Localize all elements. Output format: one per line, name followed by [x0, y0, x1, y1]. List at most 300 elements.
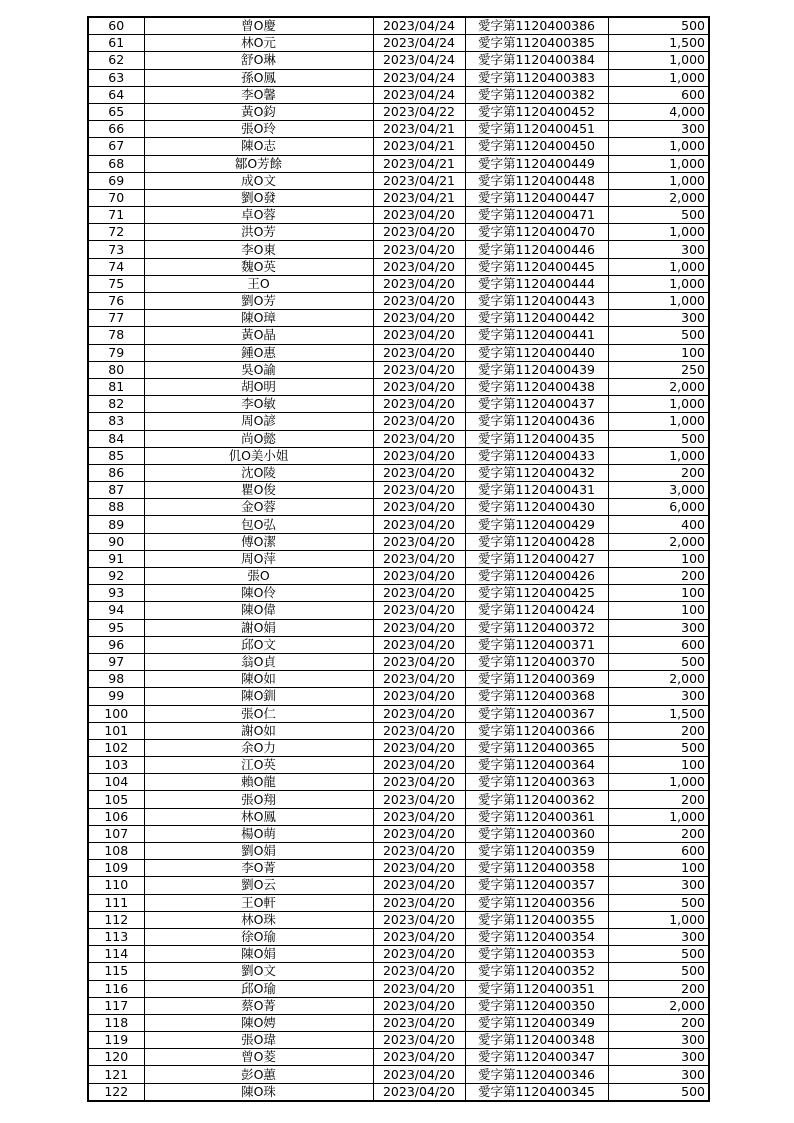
- donation-date: 2023/04/20: [373, 843, 465, 860]
- row-number: 91: [88, 550, 144, 567]
- table-row: [88, 894, 709, 911]
- table-row: [88, 155, 709, 172]
- row-number: 73: [88, 241, 144, 258]
- donation-amount: 200: [608, 1014, 709, 1031]
- table-row: [88, 739, 709, 756]
- row-number: 106: [88, 808, 144, 825]
- donor-name: 洪O芳: [144, 224, 373, 241]
- donation-date: 2023/04/20: [373, 585, 465, 602]
- row-number: 85: [88, 447, 144, 464]
- receipt-number: 愛字第1120400352: [465, 963, 608, 980]
- row-number: 117: [88, 997, 144, 1014]
- table-row: [88, 516, 709, 533]
- receipt-number: 愛字第1120400365: [465, 739, 608, 756]
- table-row: [88, 378, 709, 395]
- donation-date: 2023/04/20: [373, 550, 465, 567]
- table-row: [88, 52, 709, 69]
- row-number: 92: [88, 568, 144, 585]
- receipt-number: 愛字第1120400445: [465, 258, 608, 275]
- row-number: 89: [88, 516, 144, 533]
- donation-amount: 2,000: [608, 671, 709, 688]
- donation-date: 2023/04/20: [373, 688, 465, 705]
- donation-date: 2023/04/20: [373, 757, 465, 774]
- receipt-number: 愛字第1120400345: [465, 1083, 608, 1101]
- donation-date: 2023/04/20: [373, 1049, 465, 1066]
- table-row: [88, 791, 709, 808]
- donation-date: 2023/04/21: [373, 121, 465, 138]
- receipt-number: 愛字第1120400362: [465, 791, 608, 808]
- donation-date: 2023/04/20: [373, 207, 465, 224]
- donation-amount: 500: [608, 17, 709, 35]
- donor-name: 陳O如: [144, 671, 373, 688]
- donation-date: 2023/04/20: [373, 396, 465, 413]
- row-number: 120: [88, 1049, 144, 1066]
- donor-name: 王O軒: [144, 894, 373, 911]
- row-number: 79: [88, 344, 144, 361]
- donor-name: 翁O貞: [144, 653, 373, 670]
- donation-amount: 100: [608, 585, 709, 602]
- row-number: 68: [88, 155, 144, 172]
- table-row: [88, 396, 709, 413]
- receipt-number: 愛字第1120400436: [465, 413, 608, 430]
- donation-date: 2023/04/20: [373, 413, 465, 430]
- table-row: [88, 86, 709, 103]
- donation-date: 2023/04/20: [373, 430, 465, 447]
- donor-name: 蔡O菁: [144, 997, 373, 1014]
- receipt-number: 愛字第1120400440: [465, 344, 608, 361]
- donation-date: 2023/04/20: [373, 361, 465, 378]
- donor-name: 余O力: [144, 739, 373, 756]
- table-row: [88, 361, 709, 378]
- table-row: [88, 1032, 709, 1049]
- donation-amount: 600: [608, 636, 709, 653]
- receipt-number: 愛字第1120400451: [465, 121, 608, 138]
- table-row: [88, 946, 709, 963]
- donor-name: 陳O偉: [144, 602, 373, 619]
- row-number: 67: [88, 138, 144, 155]
- receipt-number: 愛字第1120400432: [465, 464, 608, 481]
- donation-amount: 100: [608, 602, 709, 619]
- receipt-number: 愛字第1120400427: [465, 550, 608, 567]
- donation-date: 2023/04/20: [373, 344, 465, 361]
- donation-date: 2023/04/20: [373, 224, 465, 241]
- donation-amount: 300: [608, 241, 709, 258]
- donation-amount: 300: [608, 619, 709, 636]
- row-number: 119: [88, 1032, 144, 1049]
- donation-date: 2023/04/20: [373, 241, 465, 258]
- table-row: [88, 482, 709, 499]
- row-number: 108: [88, 843, 144, 860]
- donor-name: 吳O諭: [144, 361, 373, 378]
- donation-amount: 300: [608, 688, 709, 705]
- donation-amount: 2,000: [608, 378, 709, 395]
- donation-date: 2023/04/20: [373, 464, 465, 481]
- donor-name: 彭O蕙: [144, 1066, 373, 1083]
- receipt-number: 愛字第1120400347: [465, 1049, 608, 1066]
- receipt-number: 愛字第1120400349: [465, 1014, 608, 1031]
- donor-name: 金O蓉: [144, 499, 373, 516]
- table-row: [88, 224, 709, 241]
- donation-amount: 500: [608, 1083, 709, 1101]
- table-row: [88, 430, 709, 447]
- row-number: 62: [88, 52, 144, 69]
- table-row: [88, 568, 709, 585]
- receipt-number: 愛字第1120400368: [465, 688, 608, 705]
- receipt-number: 愛字第1120400369: [465, 671, 608, 688]
- row-number: 80: [88, 361, 144, 378]
- row-number: 103: [88, 757, 144, 774]
- table-row: [88, 911, 709, 928]
- donation-amount: 100: [608, 344, 709, 361]
- table-row: [88, 980, 709, 997]
- row-number: 77: [88, 310, 144, 327]
- donation-date: 2023/04/20: [373, 1014, 465, 1031]
- donor-name: 劉O云: [144, 877, 373, 894]
- donor-name: 沈O陵: [144, 464, 373, 481]
- row-number: 82: [88, 396, 144, 413]
- table-row: [88, 207, 709, 224]
- donation-amount: 3,000: [608, 482, 709, 499]
- donor-name: 楊O萌: [144, 825, 373, 842]
- donation-date: 2023/04/20: [373, 774, 465, 791]
- receipt-number: 愛字第1120400370: [465, 653, 608, 670]
- receipt-number: 愛字第1120400346: [465, 1066, 608, 1083]
- donor-name: 邱O瑜: [144, 980, 373, 997]
- row-number: 95: [88, 619, 144, 636]
- table-row: [88, 550, 709, 567]
- donation-date: 2023/04/24: [373, 69, 465, 86]
- receipt-number: 愛字第1120400354: [465, 928, 608, 945]
- donation-amount: 300: [608, 877, 709, 894]
- row-number: 69: [88, 172, 144, 189]
- row-number: 99: [88, 688, 144, 705]
- table-row: [88, 636, 709, 653]
- table-row: [88, 447, 709, 464]
- donation-amount: 500: [608, 653, 709, 670]
- donation-date: 2023/04/20: [373, 516, 465, 533]
- table-row: [88, 138, 709, 155]
- donor-name: 孫O鳳: [144, 69, 373, 86]
- row-number: 104: [88, 774, 144, 791]
- receipt-number: 愛字第1120400433: [465, 447, 608, 464]
- receipt-number: 愛字第1120400361: [465, 808, 608, 825]
- donor-name: 林O珠: [144, 911, 373, 928]
- receipt-number: 愛字第1120400441: [465, 327, 608, 344]
- row-number: 87: [88, 482, 144, 499]
- donation-amount: 500: [608, 327, 709, 344]
- receipt-number: 愛字第1120400357: [465, 877, 608, 894]
- row-number: 121: [88, 1066, 144, 1083]
- table-row: [88, 1066, 709, 1083]
- donation-amount: 6,000: [608, 499, 709, 516]
- donor-name: 陳O伶: [144, 585, 373, 602]
- donation-amount: 1,000: [608, 258, 709, 275]
- donation-date: 2023/04/20: [373, 447, 465, 464]
- row-number: 60: [88, 17, 144, 35]
- table-row: [88, 293, 709, 310]
- donation-date: 2023/04/20: [373, 293, 465, 310]
- table-row: [88, 653, 709, 670]
- donation-date: 2023/04/24: [373, 52, 465, 69]
- receipt-number: 愛字第1120400431: [465, 482, 608, 499]
- table-row: [88, 533, 709, 550]
- receipt-number: 愛字第1120400359: [465, 843, 608, 860]
- donation-amount: 100: [608, 757, 709, 774]
- donation-amount: 4,000: [608, 103, 709, 120]
- table-row: [88, 774, 709, 791]
- table-row: [88, 963, 709, 980]
- table-row: [88, 671, 709, 688]
- donation-date: 2023/04/20: [373, 1066, 465, 1083]
- donation-amount: 1,500: [608, 705, 709, 722]
- donor-name: 陳O珠: [144, 1083, 373, 1101]
- donor-name: 李O東: [144, 241, 373, 258]
- receipt-number: 愛字第1120400448: [465, 172, 608, 189]
- donation-amount: 300: [608, 928, 709, 945]
- receipt-number: 愛字第1120400386: [465, 17, 608, 35]
- row-number: 100: [88, 705, 144, 722]
- donation-date: 2023/04/20: [373, 1083, 465, 1101]
- receipt-number: 愛字第1120400444: [465, 275, 608, 292]
- donor-name: 鄒O芳餘: [144, 155, 373, 172]
- receipt-number: 愛字第1120400443: [465, 293, 608, 310]
- donor-name: 胡O明: [144, 378, 373, 395]
- donor-name: 黃O晶: [144, 327, 373, 344]
- row-number: 110: [88, 877, 144, 894]
- donation-amount: 1,000: [608, 774, 709, 791]
- table-row: [88, 464, 709, 481]
- donation-date: 2023/04/20: [373, 568, 465, 585]
- row-number: 107: [88, 825, 144, 842]
- donation-amount: 1,000: [608, 808, 709, 825]
- receipt-number: 愛字第1120400384: [465, 52, 608, 69]
- donation-amount: 1,000: [608, 293, 709, 310]
- table-row: [88, 413, 709, 430]
- row-number: 65: [88, 103, 144, 120]
- donor-name: 李O敏: [144, 396, 373, 413]
- donor-name: 周O萍: [144, 550, 373, 567]
- donation-date: 2023/04/20: [373, 928, 465, 945]
- donation-date: 2023/04/20: [373, 877, 465, 894]
- donation-amount: 250: [608, 361, 709, 378]
- donation-amount: 1,000: [608, 138, 709, 155]
- table-row: [88, 17, 709, 35]
- receipt-number: 愛字第1120400439: [465, 361, 608, 378]
- receipt-number: 愛字第1120400471: [465, 207, 608, 224]
- donation-amount: 600: [608, 86, 709, 103]
- row-number: 76: [88, 293, 144, 310]
- donation-amount: 600: [608, 843, 709, 860]
- donation-date: 2023/04/20: [373, 791, 465, 808]
- donor-name: 舒O琳: [144, 52, 373, 69]
- table-row: [88, 1049, 709, 1066]
- donor-name: 劉O發: [144, 189, 373, 206]
- donation-date: 2023/04/20: [373, 705, 465, 722]
- table-row: [88, 189, 709, 206]
- table-row: [88, 928, 709, 945]
- table-row: [88, 1083, 709, 1101]
- receipt-number: 愛字第1120400355: [465, 911, 608, 928]
- receipt-number: 愛字第1120400426: [465, 568, 608, 585]
- row-number: 116: [88, 980, 144, 997]
- table-row: [88, 808, 709, 825]
- donation-date: 2023/04/20: [373, 980, 465, 997]
- donation-amount: 500: [608, 946, 709, 963]
- donation-amount: 100: [608, 860, 709, 877]
- table-row: [88, 757, 709, 774]
- donation-date: 2023/04/20: [373, 671, 465, 688]
- donation-amount: 1,000: [608, 396, 709, 413]
- table-row: [88, 327, 709, 344]
- donor-name: 成O文: [144, 172, 373, 189]
- row-number: 70: [88, 189, 144, 206]
- receipt-number: 愛字第1120400424: [465, 602, 608, 619]
- row-number: 93: [88, 585, 144, 602]
- table-row: [88, 688, 709, 705]
- row-number: 115: [88, 963, 144, 980]
- donation-amount: 200: [608, 568, 709, 585]
- table-row: [88, 997, 709, 1014]
- donor-name: 張O翔: [144, 791, 373, 808]
- donation-date: 2023/04/21: [373, 172, 465, 189]
- donation-amount: 300: [608, 121, 709, 138]
- row-number: 72: [88, 224, 144, 241]
- receipt-number: 愛字第1120400351: [465, 980, 608, 997]
- donor-name: 鍾O惠: [144, 344, 373, 361]
- donor-name: 賴O龍: [144, 774, 373, 791]
- donor-name: 劉O娟: [144, 843, 373, 860]
- row-number: 71: [88, 207, 144, 224]
- table-row: [88, 722, 709, 739]
- donation-amount: 2,000: [608, 189, 709, 206]
- donation-date: 2023/04/20: [373, 653, 465, 670]
- table-row: [88, 275, 709, 292]
- donor-name: 江O英: [144, 757, 373, 774]
- donation-amount: 1,000: [608, 52, 709, 69]
- donation-date: 2023/04/20: [373, 499, 465, 516]
- receipt-number: 愛字第1120400383: [465, 69, 608, 86]
- table-row: [88, 619, 709, 636]
- table-row: [88, 310, 709, 327]
- donor-name: 魏O英: [144, 258, 373, 275]
- donation-date: 2023/04/20: [373, 739, 465, 756]
- receipt-number: 愛字第1120400385: [465, 35, 608, 52]
- donation-amount: 1,000: [608, 413, 709, 430]
- row-number: 66: [88, 121, 144, 138]
- donor-name: 卓O蓉: [144, 207, 373, 224]
- donation-date: 2023/04/20: [373, 275, 465, 292]
- donor-name: 曾O菱: [144, 1049, 373, 1066]
- table-body: [88, 17, 709, 1101]
- receipt-number: 愛字第1120400429: [465, 516, 608, 533]
- donor-name: 曾O慶: [144, 17, 373, 35]
- receipt-number: 愛字第1120400363: [465, 774, 608, 791]
- donation-amount: 200: [608, 980, 709, 997]
- donor-name: 仉O美小姐: [144, 447, 373, 464]
- donation-date: 2023/04/24: [373, 35, 465, 52]
- donor-name: 張O仁: [144, 705, 373, 722]
- donation-date: 2023/04/21: [373, 189, 465, 206]
- row-number: 83: [88, 413, 144, 430]
- table-row: [88, 69, 709, 86]
- donor-name: 林O鳳: [144, 808, 373, 825]
- table-row: [88, 705, 709, 722]
- donor-name: 陳O娟: [144, 946, 373, 963]
- donor-name: 謝O如: [144, 722, 373, 739]
- row-number: 109: [88, 860, 144, 877]
- receipt-number: 愛字第1120400425: [465, 585, 608, 602]
- row-number: 111: [88, 894, 144, 911]
- donor-name: 黃O鈞: [144, 103, 373, 120]
- donation-date: 2023/04/20: [373, 946, 465, 963]
- donation-amount: 300: [608, 1066, 709, 1083]
- donation-date: 2023/04/20: [373, 636, 465, 653]
- donor-name: 邱O文: [144, 636, 373, 653]
- receipt-number: 愛字第1120400371: [465, 636, 608, 653]
- donation-date: 2023/04/22: [373, 103, 465, 120]
- receipt-number: 愛字第1120400447: [465, 189, 608, 206]
- donation-date: 2023/04/24: [373, 86, 465, 103]
- donation-amount: 1,000: [608, 224, 709, 241]
- donation-table: [87, 16, 710, 1102]
- donor-name: 傅O潔: [144, 533, 373, 550]
- row-number: 96: [88, 636, 144, 653]
- table-row: [88, 585, 709, 602]
- receipt-number: 愛字第1120400437: [465, 396, 608, 413]
- receipt-number: 愛字第1120400350: [465, 997, 608, 1014]
- donation-amount: 300: [608, 310, 709, 327]
- row-number: 78: [88, 327, 144, 344]
- donation-date: 2023/04/20: [373, 860, 465, 877]
- donation-date: 2023/04/20: [373, 894, 465, 911]
- donation-amount: 1,000: [608, 69, 709, 86]
- donor-name: 陳O娉: [144, 1014, 373, 1031]
- receipt-number: 愛字第1120400428: [465, 533, 608, 550]
- donation-date: 2023/04/20: [373, 808, 465, 825]
- donation-amount: 100: [608, 550, 709, 567]
- receipt-number: 愛字第1120400450: [465, 138, 608, 155]
- table-row: [88, 121, 709, 138]
- row-number: 105: [88, 791, 144, 808]
- donor-name: 陳O釧: [144, 688, 373, 705]
- donation-amount: 300: [608, 1049, 709, 1066]
- donation-date: 2023/04/20: [373, 310, 465, 327]
- row-number: 88: [88, 499, 144, 516]
- table-row: [88, 241, 709, 258]
- receipt-number: 愛字第1120400367: [465, 705, 608, 722]
- donation-date: 2023/04/21: [373, 138, 465, 155]
- row-number: 63: [88, 69, 144, 86]
- donor-name: 包O弘: [144, 516, 373, 533]
- donation-date: 2023/04/21: [373, 155, 465, 172]
- donation-amount: 1,000: [608, 172, 709, 189]
- receipt-number: 愛字第1120400430: [465, 499, 608, 516]
- row-number: 122: [88, 1083, 144, 1101]
- donation-amount: 300: [608, 1032, 709, 1049]
- receipt-number: 愛字第1120400438: [465, 378, 608, 395]
- table-row: [88, 172, 709, 189]
- donation-amount: 1,000: [608, 911, 709, 928]
- donation-date: 2023/04/20: [373, 378, 465, 395]
- donation-amount: 200: [608, 791, 709, 808]
- table-row: [88, 825, 709, 842]
- donation-amount: 1,500: [608, 35, 709, 52]
- row-number: 90: [88, 533, 144, 550]
- receipt-number: 愛字第1120400446: [465, 241, 608, 258]
- donation-date: 2023/04/20: [373, 825, 465, 842]
- donation-amount: 500: [608, 430, 709, 447]
- donation-date: 2023/04/20: [373, 911, 465, 928]
